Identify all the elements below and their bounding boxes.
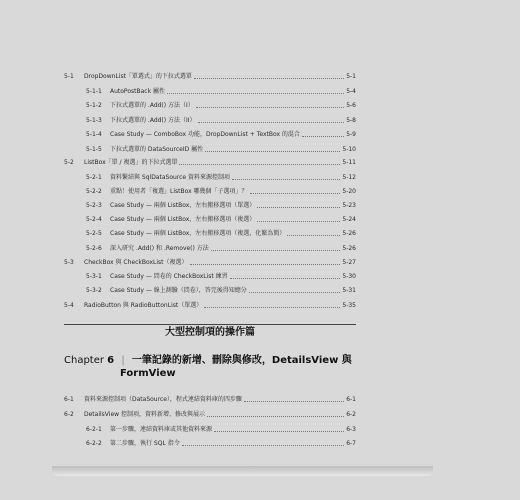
toc-entry-page: 5-11 xyxy=(342,159,356,166)
toc-entry-number: 5-2-2 xyxy=(86,188,102,195)
toc-entry-page: 6-7 xyxy=(346,440,356,447)
toc-entry xyxy=(64,101,356,110)
toc-entry-page: 5-24 xyxy=(342,216,356,223)
dot-leader xyxy=(250,193,341,194)
toc-entry-page: 5-30 xyxy=(342,273,356,280)
toc-entry-title: 深入研究 .Add() 和 .Remove() 方法 xyxy=(110,245,209,252)
toc-entry-title: 第一步驟，連結資料庫或其他資料來源 xyxy=(110,426,213,433)
chapter-separator: | xyxy=(121,355,125,366)
part-divider xyxy=(64,324,356,325)
part-title: 大型控制項的操作篇 xyxy=(165,327,255,338)
dot-leader xyxy=(211,250,341,251)
toc-entry-title: Case Study — 問卷的 CheckBoxList 練習 xyxy=(110,273,228,280)
toc-entry-page: 5-31 xyxy=(342,287,356,294)
toc-entry-title: 下拉式選單的 .Add() 方法（I） xyxy=(110,102,194,109)
dot-leader xyxy=(179,164,340,165)
toc-entry xyxy=(64,87,356,96)
toc-entry-page: 5-23 xyxy=(342,202,356,209)
dot-leader xyxy=(196,107,344,108)
toc-entry-page: 6-3 xyxy=(346,426,356,433)
toc-entry-title: Case Study — 兩個 ListBox，左右搬移選項（單選） xyxy=(110,202,256,209)
dot-leader xyxy=(167,93,344,94)
toc-entry xyxy=(64,201,356,210)
dot-leader xyxy=(214,431,344,432)
toc-entry-page: 5-6 xyxy=(346,102,356,109)
toc-entry-title: DropDownList「單選式」的下拉式選單 xyxy=(84,73,192,80)
dot-leader xyxy=(257,221,340,222)
toc-entry-title: 資料來源控制項（DataSource），程式連結資料庫的四步驟 xyxy=(84,396,242,403)
toc-entry-title: AutoPostBack 屬性 xyxy=(110,88,165,95)
toc-entry-number: 6-2-1 xyxy=(86,426,102,433)
toc-entry-number: 5-1-5 xyxy=(86,146,102,153)
dot-leader xyxy=(205,151,340,152)
toc-entry xyxy=(64,158,356,167)
toc-entry xyxy=(64,173,356,182)
toc-entry xyxy=(64,244,356,253)
toc-entry xyxy=(64,301,356,310)
toc-entry-title: ListBox「單 / 複選」的下拉式選單 xyxy=(84,159,178,166)
toc-entry xyxy=(64,130,356,139)
toc-entry-page: 5-9 xyxy=(346,131,356,138)
toc-entry-title: 重點！使用者「複選」ListBox 哪幾個「子選項」？ xyxy=(110,188,248,195)
toc-entry-number: 5-3-2 xyxy=(86,287,102,294)
toc-entry-title: Case Study — ComboBox 功能，DropDownList + TextBox 的混合 xyxy=(110,131,300,138)
toc-entry-page: 5-35 xyxy=(342,302,356,309)
toc-entry-number: 5-2-4 xyxy=(86,216,102,223)
toc-entry xyxy=(64,72,356,81)
toc-entry-number: 5-1 xyxy=(64,73,74,80)
toc-entry xyxy=(64,215,356,224)
chapter-number: 6 xyxy=(107,355,115,366)
dot-leader xyxy=(302,136,344,137)
toc-entry-title: CheckBox 與 CheckBoxList（複選） xyxy=(84,259,188,266)
toc-entry xyxy=(64,272,356,281)
toc-entry-page: 5-10 xyxy=(342,146,356,153)
toc-entry xyxy=(64,116,356,125)
chapter-label: Chapter xyxy=(64,355,104,366)
chapter-title-line2: FormView xyxy=(120,368,176,379)
dot-leader xyxy=(287,235,340,236)
toc-entry-title: 第二步驟，執行 SQL 指令 xyxy=(110,440,180,447)
toc-entry-number: 6-2-2 xyxy=(86,440,102,447)
toc-entry xyxy=(64,187,356,196)
toc-entry-title: 下拉式選單的 DataSourceID 屬性 xyxy=(110,146,204,153)
toc-entry-title: Case Study — 線上測驗（問卷），答完後得知總分 xyxy=(110,287,247,294)
toc-entry xyxy=(64,145,356,154)
toc-entry-page: 5-8 xyxy=(346,117,356,124)
dot-leader xyxy=(182,445,344,446)
toc-entry-number: 5-1-4 xyxy=(86,131,102,138)
toc-entry-page: 6-2 xyxy=(346,411,356,418)
toc-entry-number: 5-2-1 xyxy=(86,174,102,181)
toc-entry xyxy=(64,425,356,434)
toc-entry-number: 6-2 xyxy=(64,411,74,418)
dot-leader xyxy=(230,278,341,279)
toc-entry-page: 5-4 xyxy=(346,88,356,95)
chapter-heading xyxy=(64,354,364,380)
toc-entry-title: RadioButton 與 RadioButtonList（單選） xyxy=(84,302,203,309)
dot-leader xyxy=(204,307,340,308)
dot-leader xyxy=(207,416,344,417)
toc-entry-title: 資料繫結與 SqlDataSource 資料來源控制項 xyxy=(110,174,231,181)
toc-entry xyxy=(64,439,356,448)
toc-entry-title: DetailsView 控制項，資料新增、修改與展示 xyxy=(84,411,205,418)
toc-entry-page: 6-1 xyxy=(346,396,356,403)
toc-entry-number: 5-1-3 xyxy=(86,117,102,124)
toc-entry-number: 5-1-2 xyxy=(86,102,102,109)
toc-entry-page: 5-1 xyxy=(346,73,356,80)
toc-entry-title: 下拉式選單的 .Add() 方法（II） xyxy=(110,117,196,124)
toc-entry-number: 5-3-1 xyxy=(86,273,102,280)
toc-entry-number: 5-2-5 xyxy=(86,230,102,237)
toc-entry xyxy=(64,286,356,295)
toc-entry xyxy=(64,229,356,238)
dot-leader xyxy=(190,264,341,265)
toc-entry-number: 5-3 xyxy=(64,259,74,266)
toc-entry-page: 5-12 xyxy=(342,174,356,181)
dot-leader xyxy=(194,78,344,79)
dot-leader xyxy=(198,122,345,123)
toc-entry-title: Case Study — 兩個 ListBox，左右搬移選項（複選） xyxy=(110,216,256,223)
dot-leader xyxy=(232,179,340,180)
toc-entry-number: 5-2 xyxy=(64,159,74,166)
toc-entry-number: 5-4 xyxy=(64,302,74,309)
toc-entry xyxy=(64,395,356,404)
chapter-title-line1: 一筆記錄的新增、刪除與修改，DetailsView 與 xyxy=(131,355,352,366)
toc-entry-page: 5-27 xyxy=(342,259,356,266)
dot-leader xyxy=(244,401,344,402)
toc-entry-number: 5-1-1 xyxy=(86,88,102,95)
toc-entry-number: 6-1 xyxy=(64,396,74,403)
toc-entry xyxy=(64,410,356,419)
toc-entry-page: 5-20 xyxy=(342,188,356,195)
toc-entry-page: 5-26 xyxy=(342,230,356,237)
toc-entry-page: 5-26 xyxy=(342,245,356,252)
toc-entry xyxy=(64,258,356,267)
toc-entry-number: 5-2-3 xyxy=(86,202,102,209)
toc-entry-number: 5-2-6 xyxy=(86,245,102,252)
dot-leader xyxy=(257,207,340,208)
toc-entry-title: Case Study — 兩個 ListBox，左右搬移選項（複選，化繁為簡） xyxy=(110,230,286,237)
dot-leader xyxy=(249,292,341,293)
